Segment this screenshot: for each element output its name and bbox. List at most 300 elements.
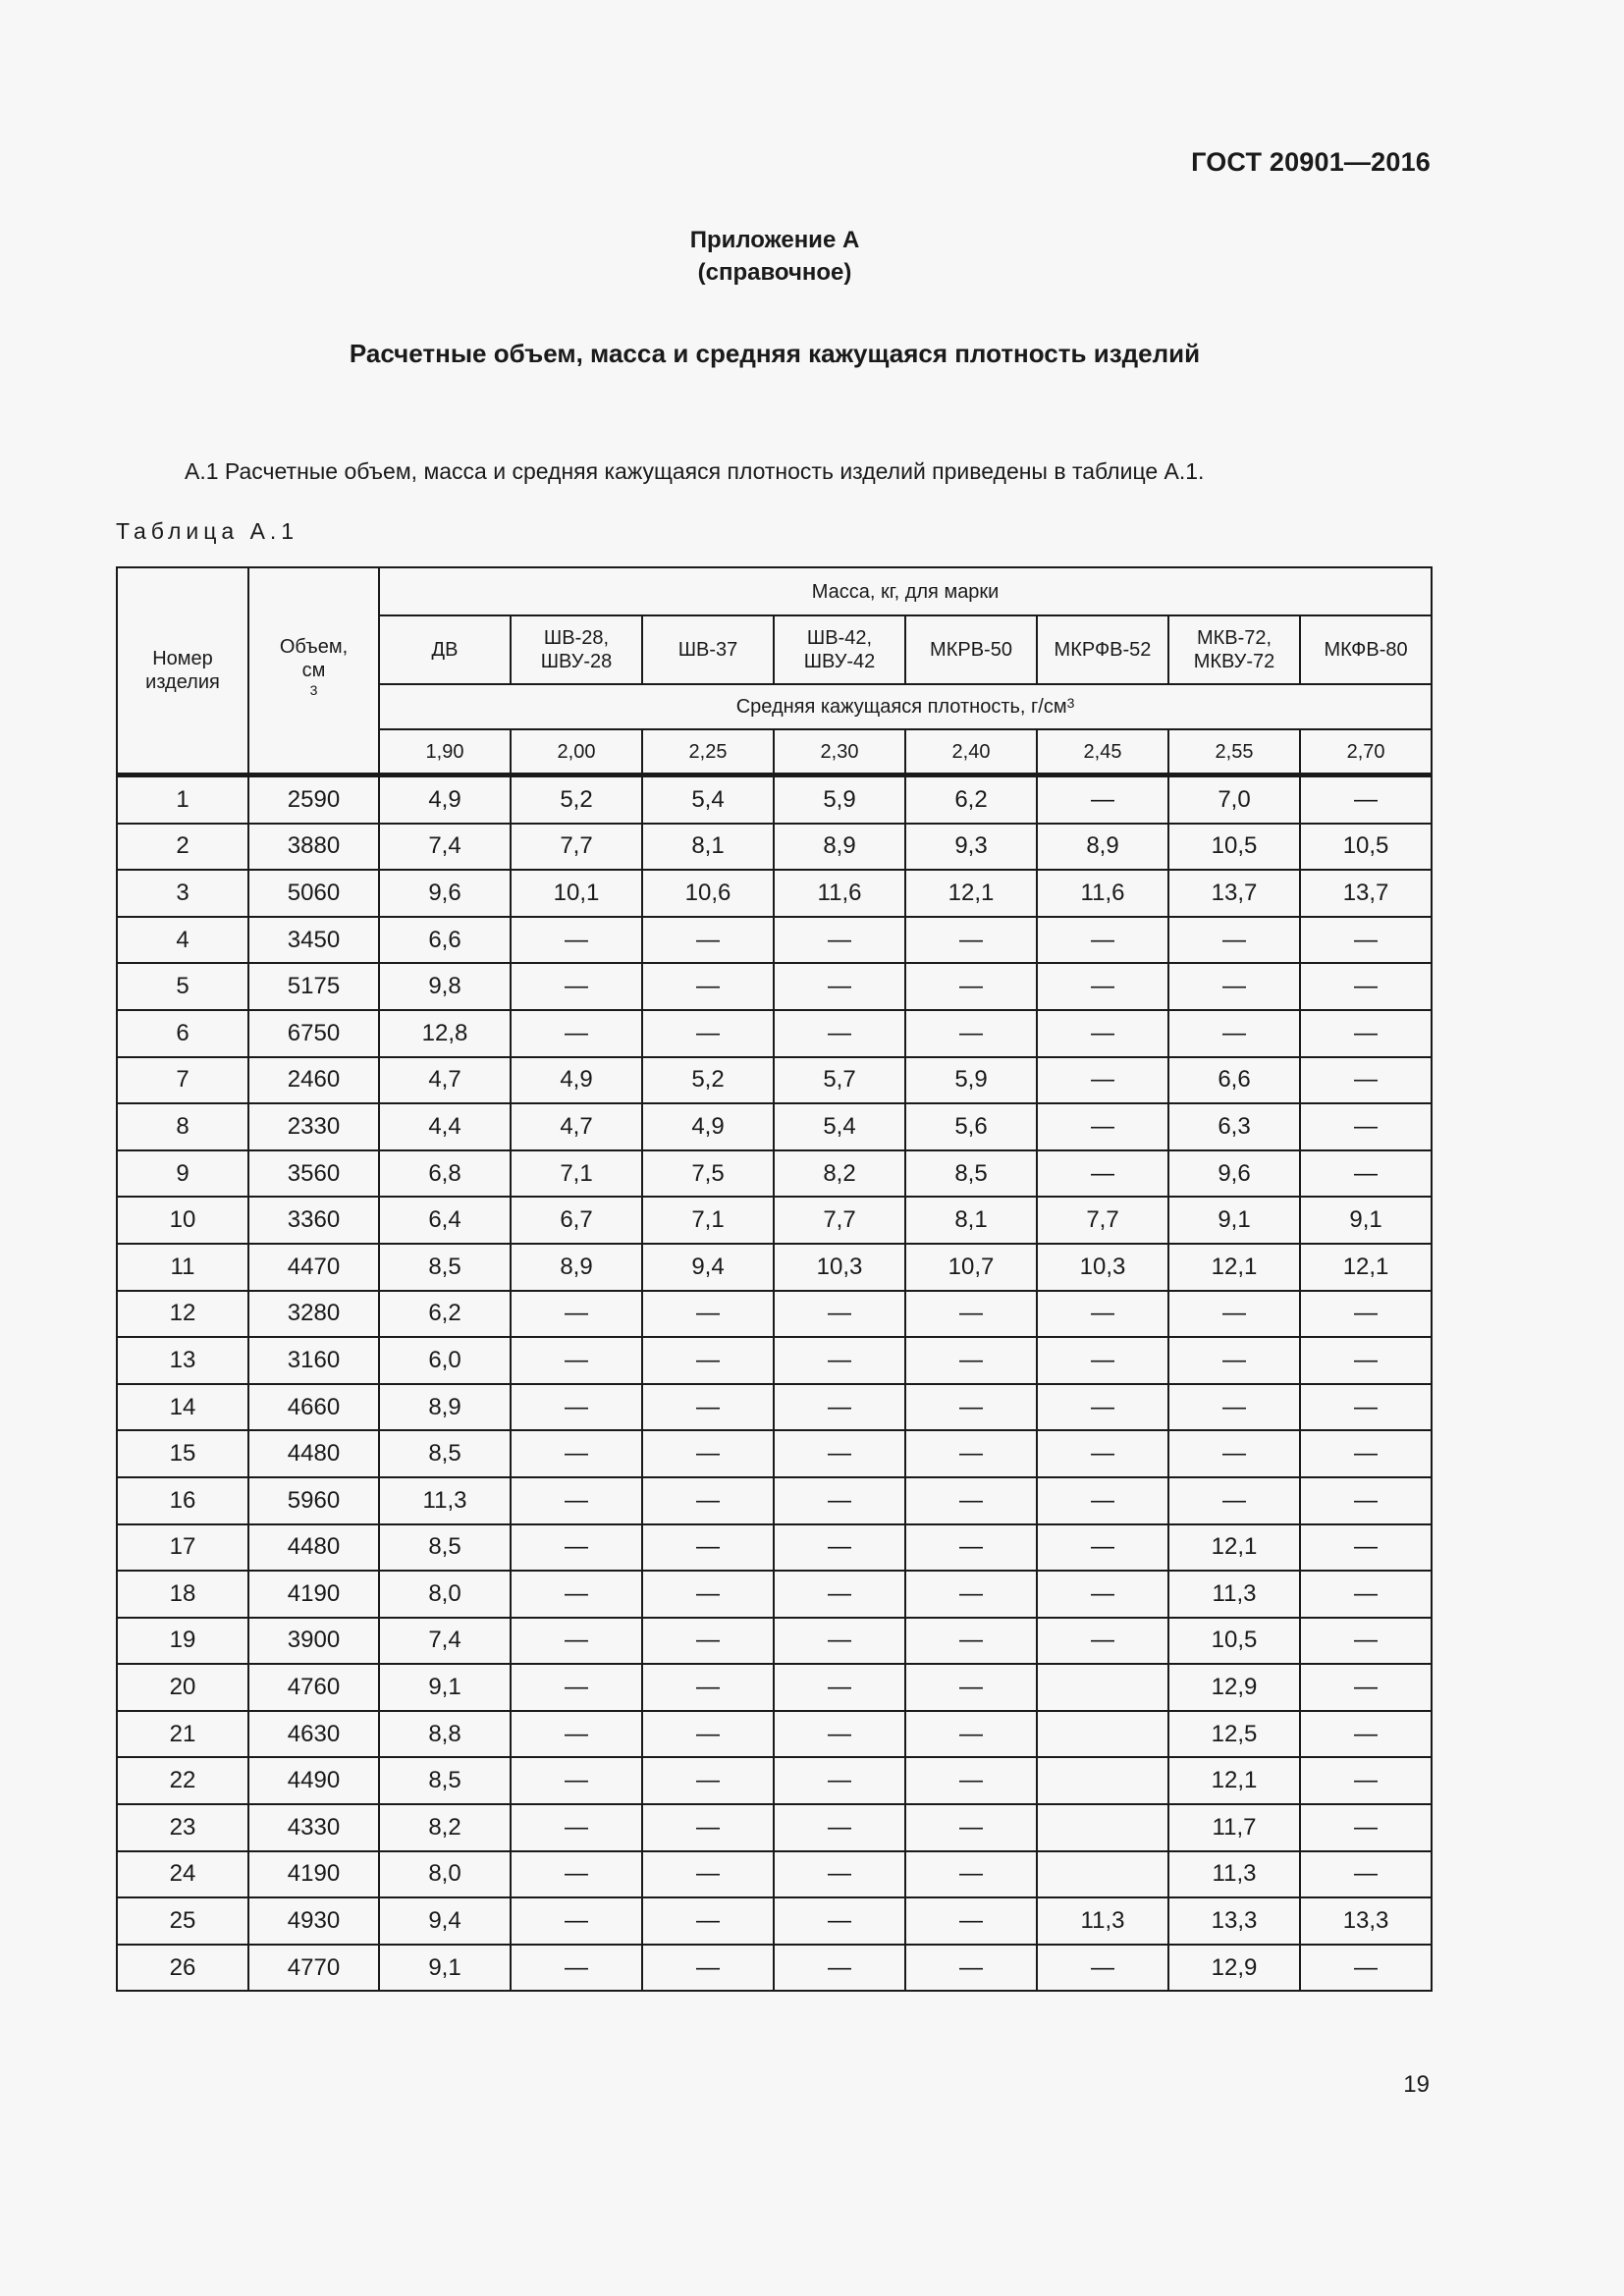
- table-cell: 3560: [248, 1150, 379, 1198]
- density-cell: 2,70: [1300, 729, 1432, 775]
- table-cell: 7,7: [774, 1197, 905, 1244]
- table-cell: —: [642, 1384, 774, 1431]
- density-cell: 2,00: [511, 729, 642, 775]
- table-cell: —: [642, 1337, 774, 1384]
- table-cell: —: [1037, 1291, 1168, 1338]
- table-cell: 24: [117, 1851, 248, 1898]
- table-cell: —: [642, 963, 774, 1010]
- table-cell: 8: [117, 1103, 248, 1150]
- table-cell: 10,6: [642, 870, 774, 917]
- table-cell: 5,2: [511, 775, 642, 824]
- table-cell: 9,1: [379, 1945, 511, 1992]
- table-cell: 4: [117, 917, 248, 964]
- table-cell: 2590: [248, 775, 379, 824]
- table-cell: 8,2: [379, 1804, 511, 1851]
- table-cell: —: [511, 1337, 642, 1384]
- table-cell: —: [1037, 1150, 1168, 1198]
- table-row: [117, 1384, 1432, 1431]
- table-cell: —: [1300, 1945, 1432, 1992]
- table-cell: 20: [117, 1664, 248, 1711]
- table-cell: —: [1300, 1150, 1432, 1198]
- table-cell: 4,4: [379, 1103, 511, 1150]
- table-cell: —: [1168, 1010, 1300, 1057]
- appendix-title: Приложение А: [689, 227, 860, 253]
- header-density: [379, 684, 1432, 729]
- table-row: [117, 1897, 1432, 1945]
- table-cell: —: [1037, 1945, 1168, 1992]
- table-row: [117, 1711, 1432, 1758]
- table-cell: —: [511, 1618, 642, 1665]
- table-cell: 11,3: [1168, 1851, 1300, 1898]
- table-cell: —: [642, 1897, 774, 1945]
- table-cell: 7,7: [1037, 1197, 1168, 1244]
- table-row: [117, 1057, 1432, 1104]
- table-cell: 4,7: [379, 1057, 511, 1104]
- table-cell: —: [905, 917, 1037, 964]
- grade-header-cell: ДВ: [379, 615, 511, 684]
- table-cell: —: [642, 1571, 774, 1618]
- table-cell: 12,9: [1168, 1945, 1300, 1992]
- table-cell: 5: [117, 963, 248, 1010]
- table-cell: 6,0: [379, 1337, 511, 1384]
- table-cell: [1037, 1664, 1168, 1711]
- section-title: Расчетные объем, масса и средняя кажущаяся плотность изделий: [349, 339, 1201, 368]
- table-cell: 19: [117, 1618, 248, 1665]
- table-cell: [1037, 1711, 1168, 1758]
- table-cell: —: [1300, 1337, 1432, 1384]
- table-cell: 6,8: [379, 1150, 511, 1198]
- table-cell: 11: [117, 1244, 248, 1291]
- table-cell: —: [511, 1711, 642, 1758]
- table-row: [117, 1291, 1432, 1338]
- table-cell: 8,5: [379, 1524, 511, 1572]
- table-cell: —: [1300, 1711, 1432, 1758]
- table-cell: —: [511, 1384, 642, 1431]
- table-cell: —: [642, 1291, 774, 1338]
- table-row: [117, 1804, 1432, 1851]
- intro-paragraph: А.1 Расчетные объем, масса и средняя кажущаяся плотность изделий приведены в таблице А.1.: [185, 458, 1205, 484]
- grade-header-cell: МКФВ-80: [1300, 615, 1432, 684]
- table-cell: 9,1: [1168, 1197, 1300, 1244]
- table-cell: —: [1037, 1524, 1168, 1572]
- table-cell: 8,5: [905, 1150, 1037, 1198]
- table-cell: [1037, 1851, 1168, 1898]
- table-cell: —: [905, 1711, 1037, 1758]
- table-cell: —: [1168, 1337, 1300, 1384]
- table-cell: —: [1037, 1010, 1168, 1057]
- table-cell: —: [511, 963, 642, 1010]
- table-cell: —: [511, 1291, 642, 1338]
- table-cell: —: [1037, 1477, 1168, 1524]
- table-cell: 9,6: [379, 870, 511, 917]
- density-cell: 2,55: [1168, 729, 1300, 775]
- table-cell: 12: [117, 1291, 248, 1338]
- table-cell: —: [774, 1664, 905, 1711]
- table-cell: —: [1168, 917, 1300, 964]
- grade-header-cell: ШВ-42, ШВУ-42: [774, 615, 905, 684]
- table-cell: —: [774, 1757, 905, 1804]
- table-cell: 8,9: [1037, 824, 1168, 871]
- grade-header-cell: МКРВ-50: [905, 615, 1037, 684]
- table-cell: 4470: [248, 1244, 379, 1291]
- table-cell: —: [642, 1430, 774, 1477]
- table-cell: —: [905, 1664, 1037, 1711]
- table-cell: —: [905, 1010, 1037, 1057]
- table-cell: —: [1037, 1618, 1168, 1665]
- table-cell: —: [774, 1851, 905, 1898]
- table-cell: —: [1168, 1291, 1300, 1338]
- table-row: [117, 917, 1432, 964]
- table-cell: —: [642, 1618, 774, 1665]
- table-cell: —: [774, 1524, 905, 1572]
- table-cell: 4,7: [511, 1103, 642, 1150]
- table-row: [117, 1150, 1432, 1198]
- table-cell: 2460: [248, 1057, 379, 1104]
- table-cell: 7,7: [511, 824, 642, 871]
- table-cell: —: [774, 1477, 905, 1524]
- table-cell: 8,8: [379, 1711, 511, 1758]
- table-cell: 12,9: [1168, 1664, 1300, 1711]
- table-cell: —: [905, 1571, 1037, 1618]
- table-cell: —: [1300, 1571, 1432, 1618]
- header-item-number-label: Номер изделия: [145, 648, 220, 693]
- table-cell: —: [905, 1337, 1037, 1384]
- table-row: [117, 1851, 1432, 1898]
- table-cell: 9,6: [1168, 1150, 1300, 1198]
- table-cell: 7,1: [511, 1150, 642, 1198]
- table-cell: 11,7: [1168, 1804, 1300, 1851]
- table-cell: 21: [117, 1711, 248, 1758]
- table-cell: 5,4: [774, 1103, 905, 1150]
- table-cell: —: [774, 1618, 905, 1665]
- table-row: [117, 1757, 1432, 1804]
- table-cell: —: [511, 1757, 642, 1804]
- table-cell: 16: [117, 1477, 248, 1524]
- table-cell: —: [774, 1010, 905, 1057]
- grade-header-cell: ШВ-37: [642, 615, 774, 684]
- density-cell: 2,30: [774, 729, 905, 775]
- header-volume-sup: 3: [309, 682, 318, 698]
- table-cell: —: [905, 1291, 1037, 1338]
- header-density-label: Средняя кажущаяся плотность, г/см: [735, 696, 1067, 718]
- table-cell: 3: [117, 870, 248, 917]
- table-cell: 6,2: [905, 775, 1037, 824]
- table-cell: 4770: [248, 1945, 379, 1992]
- table-row: [117, 1010, 1432, 1057]
- table-cell: 11,6: [1037, 870, 1168, 917]
- table-cell: 9,8: [379, 963, 511, 1010]
- table-cell: 1: [117, 775, 248, 824]
- table-cell: —: [642, 1524, 774, 1572]
- table-cell: —: [774, 1804, 905, 1851]
- density-cell: 2,45: [1037, 729, 1168, 775]
- table-cell: —: [1300, 1757, 1432, 1804]
- table-cell: —: [511, 917, 642, 964]
- table-cell: —: [905, 1851, 1037, 1898]
- table-cell: —: [1300, 963, 1432, 1010]
- table-cell: 4660: [248, 1384, 379, 1431]
- table-cell: —: [905, 1897, 1037, 1945]
- table-row: [117, 1244, 1432, 1291]
- grade-header-cell: МКВ-72, МКВУ-72: [1168, 615, 1300, 684]
- table-cell: —: [642, 1711, 774, 1758]
- table-cell: 23: [117, 1804, 248, 1851]
- table-cell: [1037, 1804, 1168, 1851]
- table-row: [117, 1524, 1432, 1572]
- table-cell: 7,1: [642, 1197, 774, 1244]
- table-cell: —: [774, 1430, 905, 1477]
- table-cell: —: [1037, 1384, 1168, 1431]
- header-mass: Масса, кг, для марки: [379, 567, 1432, 615]
- table-cell: —: [1300, 1618, 1432, 1665]
- table-cell: 13,3: [1168, 1897, 1300, 1945]
- table-row: [117, 775, 1432, 824]
- table-cell: 10,3: [774, 1244, 905, 1291]
- table-cell: 14: [117, 1384, 248, 1431]
- table-cell: 8,0: [379, 1851, 511, 1898]
- table-row: [117, 1477, 1432, 1524]
- table-cell: —: [774, 1945, 905, 1992]
- table-cell: 8,9: [379, 1384, 511, 1431]
- table-cell: 6,3: [1168, 1103, 1300, 1150]
- table-cell: 4490: [248, 1757, 379, 1804]
- table-cell: —: [642, 1851, 774, 1898]
- table-cell: —: [1300, 917, 1432, 964]
- table-cell: —: [642, 1477, 774, 1524]
- table-cell: 4760: [248, 1664, 379, 1711]
- table-cell: 11,6: [774, 870, 905, 917]
- table-cell: 12,1: [1168, 1757, 1300, 1804]
- table-cell: 13,7: [1168, 870, 1300, 917]
- table-cell: 8,1: [905, 1197, 1037, 1244]
- table-cell: 2330: [248, 1103, 379, 1150]
- table-cell: 9,4: [642, 1244, 774, 1291]
- table-cell: 17: [117, 1524, 248, 1572]
- grade-header-cell: МКРФВ-52: [1037, 615, 1168, 684]
- table-cell: 5060: [248, 870, 379, 917]
- appendix-subtitle: (справочное): [697, 259, 852, 286]
- table-cell: —: [1037, 1571, 1168, 1618]
- table-cell: 11,3: [1037, 1897, 1168, 1945]
- table-cell: 10,3: [1037, 1244, 1168, 1291]
- table-cell: [1037, 1757, 1168, 1804]
- table-cell: —: [511, 1477, 642, 1524]
- table-cell: 7: [117, 1057, 248, 1104]
- table-cell: 4,9: [511, 1057, 642, 1104]
- grade-header-cell: ШВ-28, ШВУ-28: [511, 615, 642, 684]
- table-cell: —: [905, 1524, 1037, 1572]
- table-cell: 6,6: [1168, 1057, 1300, 1104]
- table-cell: 8,2: [774, 1150, 905, 1198]
- table-cell: 3900: [248, 1618, 379, 1665]
- header-volume-label: Объем, см: [279, 636, 349, 681]
- table-cell: 8,5: [379, 1244, 511, 1291]
- table-cell: 9,4: [379, 1897, 511, 1945]
- table-cell: —: [905, 1618, 1037, 1665]
- appendix-heading: [0, 224, 1549, 289]
- table-cell: 6,2: [379, 1291, 511, 1338]
- table-row: [117, 1430, 1432, 1477]
- table-cell: 5,2: [642, 1057, 774, 1104]
- table-cell: 5,4: [642, 775, 774, 824]
- density-cell: 2,25: [642, 729, 774, 775]
- table-cell: —: [774, 1384, 905, 1431]
- table-cell: 25: [117, 1897, 248, 1945]
- table-cell: —: [1300, 1057, 1432, 1104]
- table-cell: 18: [117, 1571, 248, 1618]
- table-cell: 8,1: [642, 824, 774, 871]
- table-cell: 10,1: [511, 870, 642, 917]
- table-cell: —: [642, 1757, 774, 1804]
- table-cell: —: [1300, 1103, 1432, 1150]
- table-cell: —: [1168, 1430, 1300, 1477]
- table-cell: 8,5: [379, 1430, 511, 1477]
- table-cell: 6750: [248, 1010, 379, 1057]
- table-cell: —: [1168, 963, 1300, 1010]
- table-cell: —: [511, 1945, 642, 1992]
- table-cell: —: [511, 1804, 642, 1851]
- table-cell: —: [511, 1571, 642, 1618]
- table-cell: 5,6: [905, 1103, 1037, 1150]
- table-row: [117, 1103, 1432, 1150]
- table-cell: —: [1037, 1430, 1168, 1477]
- table-cell: 9,3: [905, 824, 1037, 871]
- table-cell: 11,3: [379, 1477, 511, 1524]
- table-cell: —: [511, 1010, 642, 1057]
- table-cell: —: [511, 1524, 642, 1572]
- header-volume: [248, 567, 379, 775]
- table-cell: —: [774, 1291, 905, 1338]
- table-cell: 5960: [248, 1477, 379, 1524]
- table-cell: 4,9: [379, 775, 511, 824]
- table-cell: 13,3: [1300, 1897, 1432, 1945]
- table-cell: —: [1300, 1430, 1432, 1477]
- table-cell: —: [774, 1571, 905, 1618]
- table-cell: —: [1300, 1384, 1432, 1431]
- table-cell: 5175: [248, 963, 379, 1010]
- table-cell: —: [1300, 1010, 1432, 1057]
- table-cell: —: [1168, 1477, 1300, 1524]
- header-density-sup: 3: [1066, 695, 1075, 711]
- table-cell: 6: [117, 1010, 248, 1057]
- table-cell: 4480: [248, 1430, 379, 1477]
- table-cell: 5,9: [905, 1057, 1037, 1104]
- table-cell: —: [905, 1430, 1037, 1477]
- table-cell: 11,3: [1168, 1571, 1300, 1618]
- table-cell: 13: [117, 1337, 248, 1384]
- table-cell: —: [1037, 1337, 1168, 1384]
- table-row: [117, 1571, 1432, 1618]
- table-cell: —: [774, 963, 905, 1010]
- table-cell: —: [1300, 1291, 1432, 1338]
- table-cell: —: [1300, 1851, 1432, 1898]
- table-cell: 8,5: [379, 1757, 511, 1804]
- table-cell: —: [642, 1010, 774, 1057]
- density-cell: 1,90: [379, 729, 511, 775]
- table-cell: 5,9: [774, 775, 905, 824]
- table-cell: 6,4: [379, 1197, 511, 1244]
- table-cell: 12,1: [905, 870, 1037, 917]
- table-cell: 4190: [248, 1571, 379, 1618]
- table-cell: —: [642, 1664, 774, 1711]
- header-item-number: [117, 567, 248, 775]
- table-cell: 4330: [248, 1804, 379, 1851]
- table-cell: 4930: [248, 1897, 379, 1945]
- table-cell: —: [905, 1757, 1037, 1804]
- table-cell: —: [1037, 1103, 1168, 1150]
- table-cell: 12,1: [1168, 1524, 1300, 1572]
- table-row: [117, 1664, 1432, 1711]
- table-cell: —: [511, 1430, 642, 1477]
- table-cell: —: [905, 1477, 1037, 1524]
- table-cell: 2: [117, 824, 248, 871]
- table-row: [117, 963, 1432, 1010]
- table-cell: 15: [117, 1430, 248, 1477]
- table-cell: —: [1037, 775, 1168, 824]
- table-cell: 3450: [248, 917, 379, 964]
- table-cell: 6,6: [379, 917, 511, 964]
- table-cell: 10,5: [1168, 824, 1300, 871]
- table-cell: —: [511, 1851, 642, 1898]
- table-cell: 3160: [248, 1337, 379, 1384]
- table-cell: 4630: [248, 1711, 379, 1758]
- table-cell: 3280: [248, 1291, 379, 1338]
- table-cell: 5,7: [774, 1057, 905, 1104]
- table-cell: 7,0: [1168, 775, 1300, 824]
- table-row: [117, 1618, 1432, 1665]
- table-cell: —: [1300, 1477, 1432, 1524]
- table-cell: 26: [117, 1945, 248, 1992]
- table-cell: 10,5: [1300, 824, 1432, 871]
- table-cell: —: [1300, 1524, 1432, 1572]
- table-row: [117, 870, 1432, 917]
- table-row: [117, 1337, 1432, 1384]
- page-number: 19: [1403, 2071, 1430, 2098]
- table-cell: —: [511, 1897, 642, 1945]
- table-cell: 13,7: [1300, 870, 1432, 917]
- table-cell: 4480: [248, 1524, 379, 1572]
- table-cell: 12,1: [1300, 1244, 1432, 1291]
- table-cell: —: [642, 1804, 774, 1851]
- table-cell: —: [642, 1945, 774, 1992]
- table-row: [117, 1945, 1432, 1992]
- table-cell: 8,9: [774, 824, 905, 871]
- table-cell: —: [905, 1384, 1037, 1431]
- table-cell: 10,5: [1168, 1618, 1300, 1665]
- table-caption: Таблица А.1: [116, 518, 299, 544]
- table-cell: —: [511, 1664, 642, 1711]
- table-cell: 7,4: [379, 824, 511, 871]
- table-cell: 3360: [248, 1197, 379, 1244]
- table-cell: —: [1037, 917, 1168, 964]
- table-cell: 7,4: [379, 1618, 511, 1665]
- table-cell: 22: [117, 1757, 248, 1804]
- table-cell: —: [774, 1897, 905, 1945]
- table-cell: 12,8: [379, 1010, 511, 1057]
- document-code: ГОСТ 20901—2016: [1191, 147, 1431, 177]
- table-cell: —: [774, 1711, 905, 1758]
- table-cell: —: [774, 917, 905, 964]
- table-row: [117, 824, 1432, 871]
- density-cell: 2,40: [905, 729, 1037, 775]
- table-cell: 9: [117, 1150, 248, 1198]
- table-cell: —: [774, 1337, 905, 1384]
- table-row: [117, 1197, 1432, 1244]
- table-cell: —: [642, 917, 774, 964]
- table-cell: 12,5: [1168, 1711, 1300, 1758]
- table-cell: 9,1: [1300, 1197, 1432, 1244]
- table-cell: —: [905, 1804, 1037, 1851]
